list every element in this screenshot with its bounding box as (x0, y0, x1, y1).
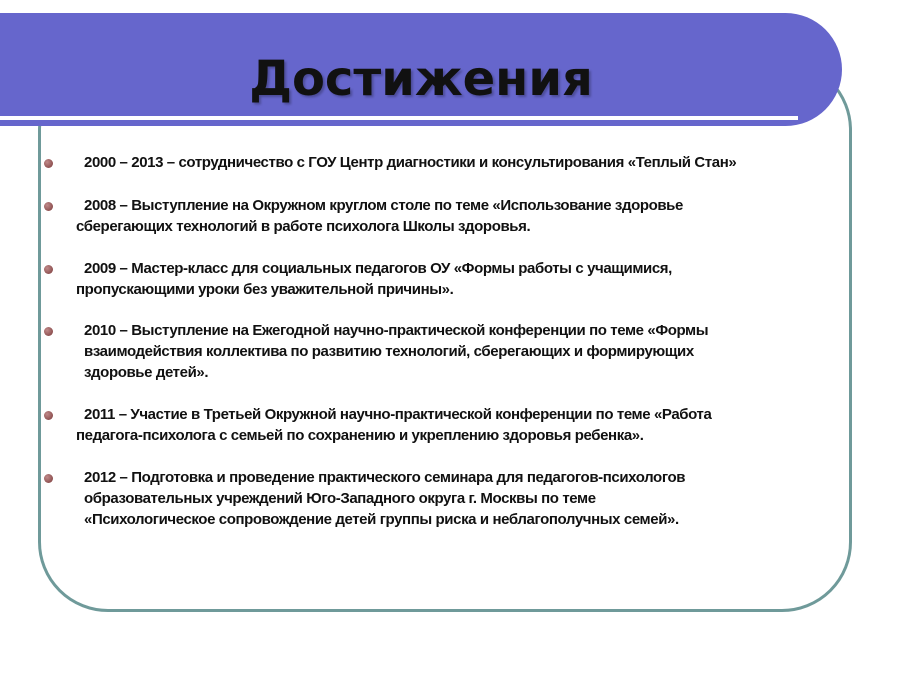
bullet-icon (44, 327, 53, 336)
item-line: сберегающих технологий в работе психолога Школы здоровья. (76, 218, 531, 235)
list-item (44, 404, 844, 446)
title-banner (0, 13, 842, 126)
achievements-list (44, 152, 844, 530)
bullet-icon (44, 474, 53, 483)
bullet-icon (44, 159, 53, 168)
item-line: педагога-психолога с семьей по сохранению и укреплению здоровья ребенка». (76, 427, 644, 444)
bullet-icon (44, 411, 53, 420)
item-line: пропускающими уроки без уважительной причины». (76, 281, 454, 298)
list-item (44, 258, 844, 300)
list-item (44, 195, 844, 237)
item-line: взаимодействия коллектива по развитию технологий, сберегающих и формирующих (84, 343, 694, 360)
item-line: 2008 – Выступление на Окружном круглом столе по теме «Использование здоровье (84, 197, 683, 214)
list-item (44, 152, 844, 173)
list-item (44, 320, 844, 383)
item-line: 2010 – Выступление на Ежегодной научно-практической конференции по теме «Формы (84, 322, 709, 339)
item-line: 2009 – Мастер-класс для социальных педагогов ОУ «Формы работы с учащимися, (84, 260, 672, 277)
item-line: 2011 – Участие в Третьей Окружной научно-практической конференции по теме «Работа (84, 406, 712, 423)
item-line: 2012 – Подготовка и проведение практического семинара для педагогов-психологов (84, 469, 686, 486)
bullet-icon (44, 265, 53, 274)
bullet-icon (44, 202, 53, 211)
list-item (44, 467, 844, 530)
item-line: образовательных учреждений Юго-Западного округа г. Москвы по теме (84, 490, 596, 507)
slide-title: Достижения (249, 51, 593, 107)
banner-underline (0, 116, 798, 120)
item-line: здоровье детей». (84, 364, 209, 381)
item-line: «Психологическое сопровождение детей группы риска и неблагополучных семей». (84, 511, 679, 528)
item-line: 2000 – 2013 – сотрудничество с ГОУ Центр диагностики и консультирования «Теплый Стан» (84, 154, 737, 171)
